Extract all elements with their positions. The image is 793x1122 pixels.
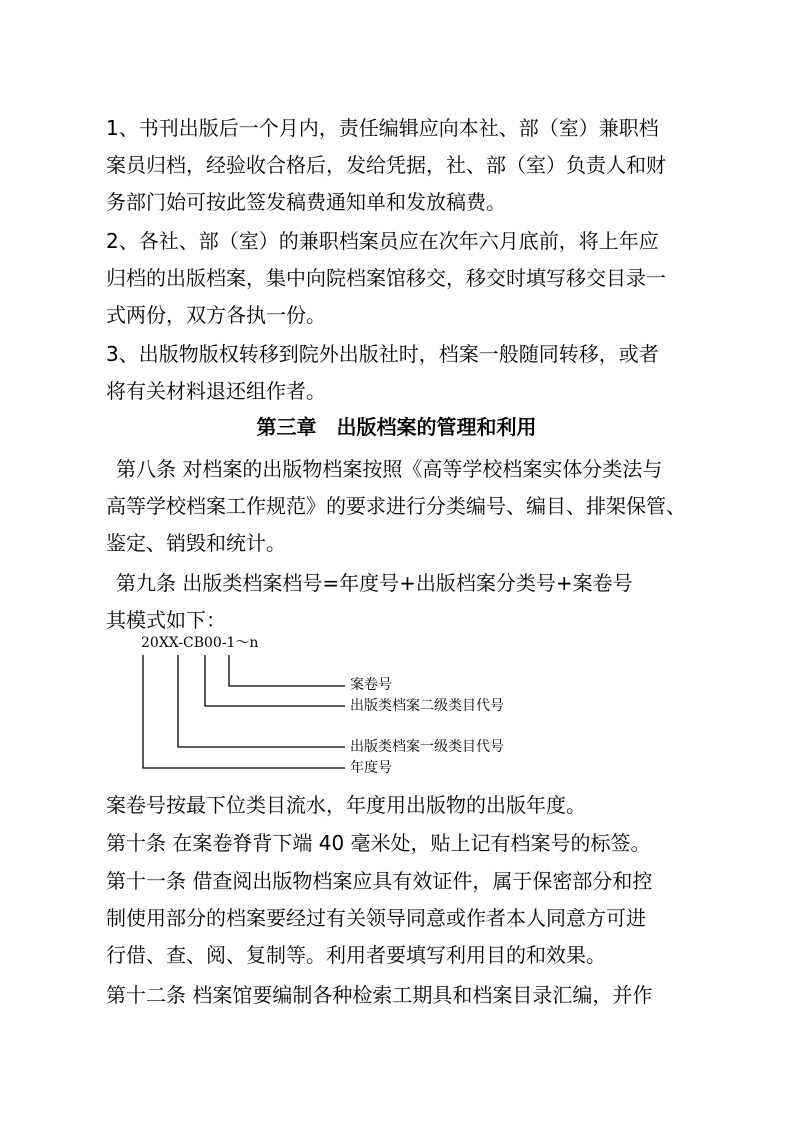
article-12-line-1: 第十二条 档案馆要编制各种检索工期具和档案目录汇编，并作 [106, 983, 653, 1007]
paragraph-3-line-1: 3、出版物版权转移到院外出版社时，档案一般随同转移，或者 [106, 342, 659, 366]
paragraph-1-line-1: 1、书刊出版后一个月内，责任编辑应向本社、部（室）兼职档 [106, 116, 659, 140]
article-11-line-1: 第十一条 借查阅出版物档案应具有效证件，属于保密部分和控 [106, 869, 653, 893]
label-year-number: 年度号 [350, 760, 392, 776]
connector-year [143, 655, 345, 768]
paragraph-3-line-2: 将有关材料退还组作者。 [106, 379, 326, 403]
diagram-code: 20XX-CB00-1～n [141, 635, 259, 651]
connector-volume [229, 655, 345, 686]
label-first-level-code: 出版类档案一级类目代号 [350, 739, 504, 755]
connector-second-level [205, 655, 345, 706]
paragraph-2-line-3: 式两份，双方各执一份。 [106, 303, 326, 327]
article-11-line-3: 行借、查、阅、复制等。利用者要填写利用目的和效果。 [106, 943, 606, 967]
label-volume-number: 案卷号 [350, 677, 392, 693]
after-diagram-text: 案卷号按最下位类目流水，年度用出版物的出版年度。 [106, 793, 586, 817]
article-11-line-2: 制使用部分的档案要经过有关领导同意或作者本人同意方可进 [106, 906, 646, 930]
article-10: 第十条 在案卷脊背下端 40 毫米处，贴上记有档案号的标签。 [106, 831, 651, 855]
paragraph-1-line-2: 案员归档，经验收合格后，发给凭据，社、部（室）负责人和财 [106, 153, 666, 177]
paragraph-2-line-1: 2、各社、部（室）的兼职档案员应在次年六月底前，将上年应 [106, 229, 659, 253]
article-8-line-3: 鉴定、销毁和统计。 [106, 531, 286, 555]
article-8-line-2: 高等学校档案工作规范》的要求进行分类编号、编目、排架保管、 [106, 494, 686, 518]
pattern-intro: 其模式如下： [106, 608, 226, 632]
paragraph-2-line-2: 归档的出版档案，集中向院档案馆移交，移交时填写移交目录一 [106, 266, 666, 290]
connector-first-level [178, 655, 345, 747]
article-9: 第九条 出版类档案档号=年度号+出版档案分类号+案卷号 [116, 571, 633, 595]
paragraph-1-line-3: 务部门始可按此签发稿费通知单和发放稿费。 [106, 190, 506, 214]
label-second-level-code: 出版类档案二级类目代号 [350, 698, 504, 714]
article-8-line-1: 第八条 对档案的出版物档案按照《高等学校档案实体分类法与 [116, 457, 663, 481]
chapter-heading: 第三章 出版档案的管理和利用 [256, 415, 537, 439]
